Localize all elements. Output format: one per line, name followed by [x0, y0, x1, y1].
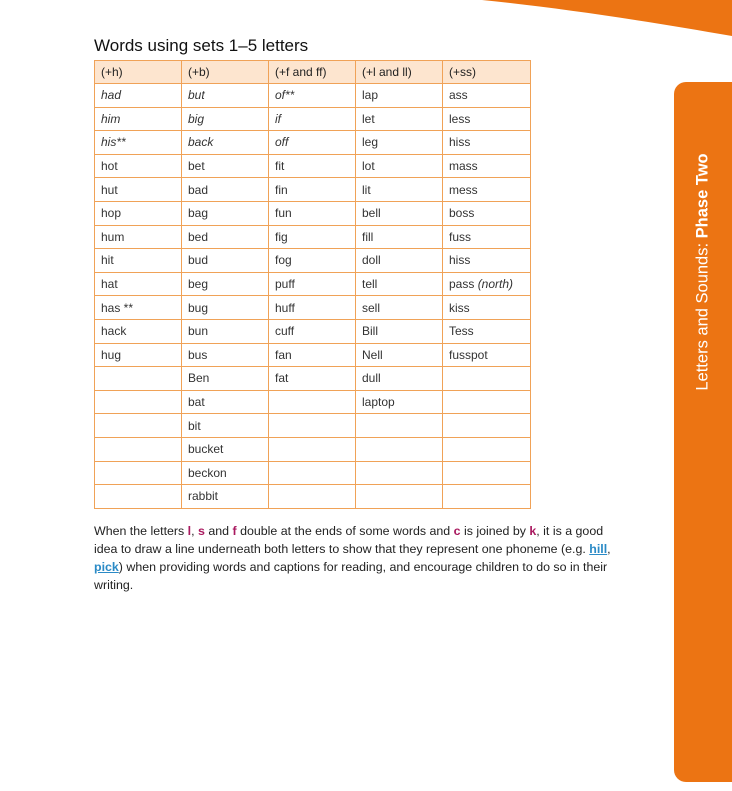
letter-l: l	[187, 524, 192, 538]
table-cell	[443, 461, 531, 485]
table-cell: off	[269, 131, 356, 155]
table-cell: mess	[443, 178, 531, 202]
table-cell: his**	[95, 131, 182, 155]
table-cell	[269, 414, 356, 438]
table-cell	[95, 485, 182, 509]
table-cell: bet	[182, 154, 269, 178]
table-cell: fan	[269, 343, 356, 367]
table-cell: hat	[95, 272, 182, 296]
table-cell: ass	[443, 84, 531, 108]
table-cell: bit	[182, 414, 269, 438]
table-cell: tell	[356, 272, 443, 296]
table-cell	[269, 485, 356, 509]
section-side-tab	[674, 82, 732, 782]
table-cell	[269, 461, 356, 485]
table-cell: fusspot	[443, 343, 531, 367]
table-header-row	[95, 61, 531, 84]
table-row	[95, 249, 531, 273]
page-title: Words using sets 1–5 letters	[94, 36, 309, 55]
table-cell: fig	[269, 225, 356, 249]
table-cell	[443, 485, 531, 509]
letter-s: s	[198, 524, 205, 538]
example-word-hill: hill	[589, 542, 608, 556]
table-cell: fun	[269, 201, 356, 225]
column-header-f-ff: (+f and ff)	[269, 61, 356, 84]
table-cell: bud	[182, 249, 269, 273]
table-cell: fit	[269, 154, 356, 178]
table-cell	[443, 437, 531, 461]
table-cell: hot	[95, 154, 182, 178]
table-cell: hiss	[443, 249, 531, 273]
table-cell: but	[182, 84, 269, 108]
letter-k: k	[529, 524, 537, 538]
table-cell: cuff	[269, 319, 356, 343]
table-cell: Bill	[356, 319, 443, 343]
table-cell: hop	[95, 201, 182, 225]
table-cell: boss	[443, 201, 531, 225]
table-cell: hug	[95, 343, 182, 367]
table-cell	[95, 414, 182, 438]
letter-c: c	[453, 524, 461, 538]
table-cell: fin	[269, 178, 356, 202]
guidance-paragraph: When the letters l, s and f double at the ends of some words and c is joined by k, it is a good idea to draw a line underneath both letters to show that they represent one phoneme (e.g. hill, pick) when providing words and captions for reading, and encourage children to do so in their writing.	[94, 524, 611, 592]
table-row	[95, 485, 531, 509]
column-header-h: (+h)	[95, 61, 182, 84]
table-cell: Ben	[182, 367, 269, 391]
letter-f: f	[232, 524, 237, 538]
table-row	[95, 272, 531, 296]
table-cell: huff	[269, 296, 356, 320]
table-cell: bad	[182, 178, 269, 202]
table-cell: rabbit	[182, 485, 269, 509]
table-row	[95, 84, 531, 108]
table-cell: bag	[182, 201, 269, 225]
table-cell	[95, 367, 182, 391]
table-cell	[443, 272, 531, 296]
table-cell: let	[356, 107, 443, 131]
table-cell	[443, 390, 531, 414]
table-cell: mass	[443, 154, 531, 178]
table-cell: fat	[269, 367, 356, 391]
table-row	[95, 461, 531, 485]
table-cell: if	[269, 107, 356, 131]
table-row	[95, 367, 531, 391]
section-tab-label: Letters and Sounds: Phase Two	[693, 153, 712, 391]
table-cell: hit	[95, 249, 182, 273]
example-word-pick: pick	[94, 560, 119, 574]
table-cell: less	[443, 107, 531, 131]
table-cell	[95, 437, 182, 461]
table-cell: bell	[356, 201, 443, 225]
table-cell: lap	[356, 84, 443, 108]
table-cell: lot	[356, 154, 443, 178]
table-cell: kiss	[443, 296, 531, 320]
table-cell: has **	[95, 296, 182, 320]
table-row	[95, 437, 531, 461]
table-row	[95, 390, 531, 414]
table-cell: back	[182, 131, 269, 155]
table-row	[95, 154, 531, 178]
table-cell: bun	[182, 319, 269, 343]
corner-swoosh-decoration	[482, 0, 732, 40]
table-cell	[443, 367, 531, 391]
table-cell: bed	[182, 225, 269, 249]
table-cell	[269, 437, 356, 461]
table-row	[95, 131, 531, 155]
table-cell: doll	[356, 249, 443, 273]
table-cell-text: pass	[449, 277, 478, 292]
table-cell: dull	[356, 367, 443, 391]
table-row	[95, 201, 531, 225]
table-cell	[356, 485, 443, 509]
table-row	[95, 343, 531, 367]
table-cell	[356, 414, 443, 438]
table-row	[95, 296, 531, 320]
table-cell: fill	[356, 225, 443, 249]
word-list-table	[94, 60, 531, 509]
table-cell: of**	[269, 84, 356, 108]
table-cell	[443, 414, 531, 438]
table-cell: hum	[95, 225, 182, 249]
table-cell: fuss	[443, 225, 531, 249]
table-row	[95, 225, 531, 249]
table-cell: hiss	[443, 131, 531, 155]
column-header-b: (+b)	[182, 61, 269, 84]
column-header-l-ll: (+l and ll)	[356, 61, 443, 84]
table-cell	[356, 461, 443, 485]
table-cell: puff	[269, 272, 356, 296]
table-cell: bucket	[182, 437, 269, 461]
column-header-ss: (+ss)	[443, 61, 531, 84]
table-cell: big	[182, 107, 269, 131]
table-cell: bus	[182, 343, 269, 367]
table-cell	[356, 437, 443, 461]
table-row	[95, 319, 531, 343]
table-cell: bug	[182, 296, 269, 320]
table-cell: him	[95, 107, 182, 131]
table-cell: laptop	[356, 390, 443, 414]
table-cell: lit	[356, 178, 443, 202]
table-cell: Tess	[443, 319, 531, 343]
table-cell: sell	[356, 296, 443, 320]
table-cell	[95, 461, 182, 485]
table-row	[95, 414, 531, 438]
table-cell: beckon	[182, 461, 269, 485]
table-row	[95, 178, 531, 202]
table-cell-note: (north)	[477, 277, 514, 292]
table-cell: hack	[95, 319, 182, 343]
table-cell: beg	[182, 272, 269, 296]
table-cell: had	[95, 84, 182, 108]
table-cell: leg	[356, 131, 443, 155]
table-row	[95, 107, 531, 131]
table-cell: bat	[182, 390, 269, 414]
table-cell: Nell	[356, 343, 443, 367]
table-cell	[95, 390, 182, 414]
table-cell: hut	[95, 178, 182, 202]
table-cell	[269, 390, 356, 414]
table-cell: fog	[269, 249, 356, 273]
